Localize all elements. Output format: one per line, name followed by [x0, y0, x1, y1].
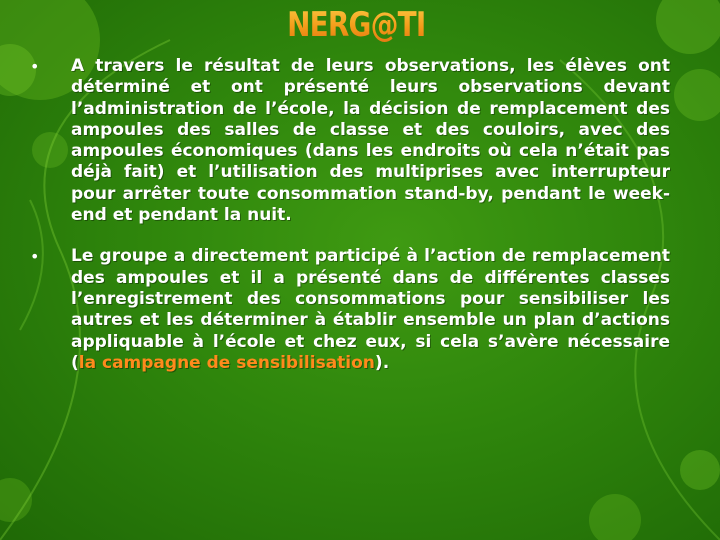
- balloon-shape: [656, 0, 720, 54]
- bullet-list: [30, 56, 670, 394]
- bullet-icon: •: [30, 247, 40, 267]
- bullet-text: [71, 246, 670, 374]
- balloon-shape: [680, 450, 720, 490]
- bullet-item: [30, 246, 670, 374]
- bullet-icon: •: [30, 57, 40, 76]
- energatic-logo: ENERG@TIC: [287, 0, 426, 50]
- bullet-item: [30, 56, 670, 226]
- bullet-text: A travers le résultat de leurs observations, les élèves ont déterminé et ont présenté leurs observations devant l’administration de l’école, la décision de remplacement des ampoules des salles de classe et des couloirs, avec des ampoules économiques (dans les endroits où cela n’était pas déjà fait) et l’utilisation des multiprises avec interrupteur pour arrêter toute consommation stand-by, pendant le week-end et pendant la nuit.: [71, 56, 670, 226]
- bullet-text-tail: ).: [374, 352, 390, 373]
- highlighted-phrase: la campagne de sensibilisation: [78, 352, 375, 373]
- balloon-shape: [674, 69, 720, 121]
- balloon-shape: [589, 494, 641, 540]
- bullet-text-main: Le groupe a directement participé à l’action de remplacement des ampoules et il a présenté dans de différentes classes l’enregistrement des consommations pour sensibiliser les autres et les déterminer à établir ensemble un plan d’actions appliquable à l’école et chez eux, si cela s’avère nécessaire (: [71, 246, 670, 373]
